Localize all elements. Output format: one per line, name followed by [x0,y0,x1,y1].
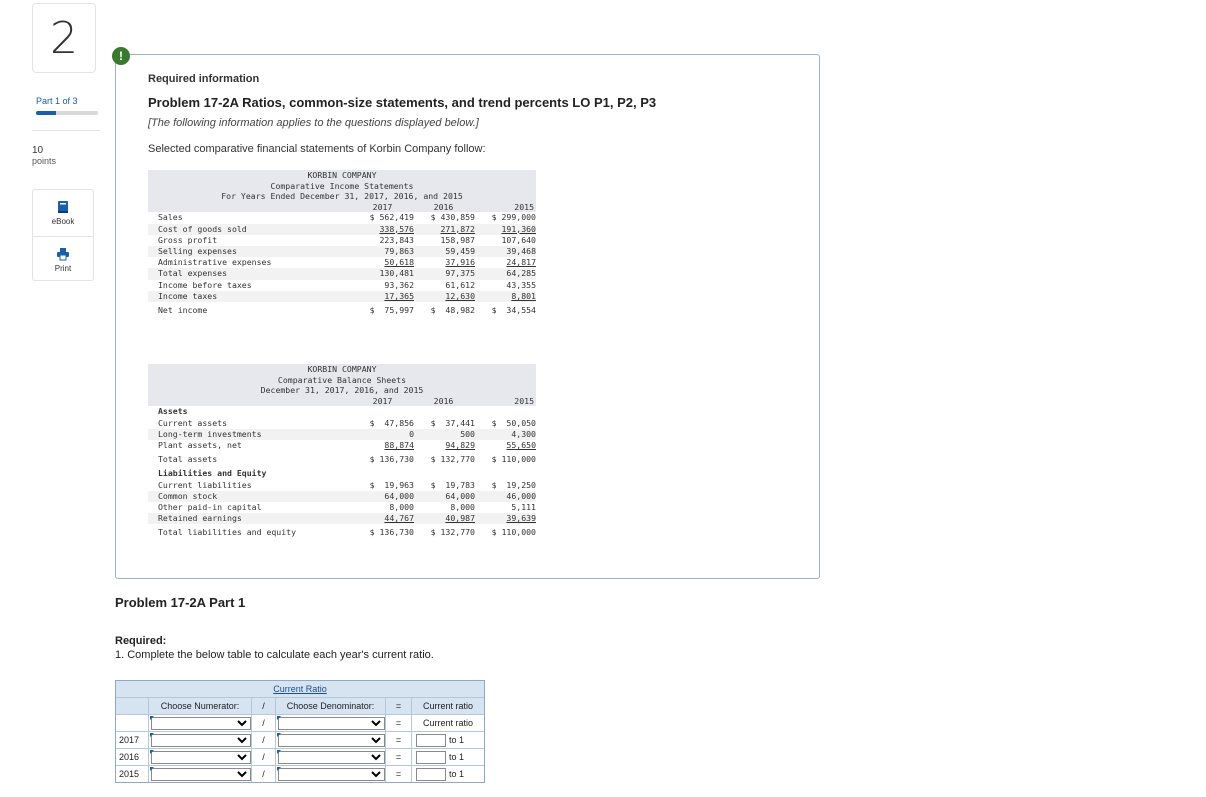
print-icon [56,247,70,261]
row-value: 24,817 [506,257,536,268]
income-statement-title: Comparative Income Statements [148,181,536,192]
row-value: 130,481 [379,268,414,279]
statement-row [148,257,536,268]
numerator-select-2015[interactable] [151,768,251,781]
row-label: Long-term investments [158,428,262,439]
equals-symbol: = [386,732,412,748]
liabilities-heading: Liabilities and Equity [158,468,267,479]
row-value: $ 34,554 [491,304,536,315]
denominator-header: Choose Denominator: [276,698,386,714]
row-value: 338,576 [379,223,414,234]
problem-intro: Selected comparative financial statements of Korbin Company follow: [148,143,486,155]
dropdown-marker-icon [150,750,154,754]
row-label: Total assets [158,454,218,465]
row-value: 37,916 [445,257,475,268]
year-header: 2015 [514,395,534,406]
row-value: $ 19,250 [491,479,536,490]
row-label: Retained earnings [158,513,242,524]
denominator-select-2015[interactable] [278,768,385,781]
row-label: Cost of goods sold [158,223,247,234]
equals-symbol: = [386,749,412,765]
row-value: 64,000 [384,490,414,501]
question-number: 2 [32,3,96,73]
row-value: $ 19,783 [430,479,475,490]
row-value: 8,000 [389,501,414,512]
ratio-input-2015[interactable] [416,768,446,781]
row-label: Gross profit [158,234,218,245]
row-label: Plant assets, net [158,439,242,450]
row-value: $ 132,770 [430,454,475,465]
row-value: 17,365 [384,290,414,301]
row-value: $ 50,050 [491,417,536,428]
balance-sheet-company: KORBIN COMPANY [148,364,536,375]
row-label: Net income [158,304,208,315]
row-value: $ 430,859 [430,212,475,223]
balance-sheet-year-header [148,396,536,407]
row-label: Common stock [158,490,218,501]
equals-symbol: = [386,766,412,782]
statement-row [148,291,536,302]
ratio-year: 2016 [116,749,149,765]
balance-sheet-period: December 31, 2017, 2016, and 2015 [148,385,536,396]
statement-row [148,305,536,316]
row-value: $ 562,419 [369,212,414,223]
year-header: 2017 [372,395,393,406]
required-label: Required: [115,635,167,647]
ratio-row-2015 [116,765,484,782]
row-label: Selling expenses [158,245,237,256]
slash-symbol: / [252,732,276,748]
dropdown-marker-icon [277,733,281,737]
row-value: 50,618 [384,257,414,268]
ratio-input-2017[interactable] [416,734,446,747]
dropdown-marker-icon [277,750,281,754]
dropdown-marker-icon [277,767,281,771]
numerator-header: Choose Numerator: [149,698,252,714]
numerator-select-2016[interactable] [151,751,251,764]
assets-heading: Assets [158,406,188,417]
equals-symbol: = [386,715,412,731]
row-label: Current liabilities [158,479,252,490]
row-label: Administrative expenses [158,257,272,268]
row-value: 40,987 [445,513,475,524]
row-value: $ 110,000 [491,527,536,538]
statement-row [148,224,536,235]
row-value: 4,300 [511,428,536,439]
row-value: 79,863 [384,245,414,256]
row-value: 61,612 [445,279,475,290]
row-value: $ 132,770 [430,527,475,538]
problem-title: Problem 17-2A Ratios, common-size statements, and trend percents LO P1, P2, P3 [148,95,657,110]
statement-row [148,480,536,491]
row-value: 158,987 [440,234,475,245]
rail-divider [32,130,100,131]
row-label: Income taxes [158,290,218,301]
tools-panel [32,189,94,281]
ebook-icon [56,200,70,214]
required-information-label: Required information [148,73,260,85]
ratio-input-2016[interactable] [416,751,446,764]
row-value: 46,000 [506,490,536,501]
row-value: 191,360 [501,223,536,234]
alert-icon: ! [112,47,130,65]
section-heading [148,406,536,417]
row-value: 500 [460,428,475,439]
income-statement-company: KORBIN COMPANY [148,170,536,181]
row-value: 5,111 [511,501,536,512]
ratio-year: 2017 [116,732,149,748]
year-header: 2016 [433,395,454,406]
row-label: Income before taxes [158,279,252,290]
row-value: 12,630 [445,290,475,301]
numerator-label-select[interactable] [151,717,251,730]
to-one-label: to 1 [449,735,465,745]
statement-row [148,235,536,246]
result-subheader: Current ratio [422,718,474,728]
row-value: 59,459 [445,245,475,256]
statement-row [148,212,536,223]
equals-symbol: = [386,698,412,714]
points-label: points [32,156,57,166]
statement-row [148,246,536,257]
part-progress-bar [36,111,98,115]
row-value: 0 [409,428,414,439]
statement-row [148,418,536,429]
statement-row [148,280,536,291]
row-value: $ 47,856 [369,417,414,428]
row-value: 39,468 [506,245,536,256]
row-label: Total expenses [158,268,228,279]
row-value: $ 19,963 [369,479,414,490]
row-value: 88,874 [384,439,414,450]
ratio-table-title: Current Ratio [116,681,484,697]
to-one-label: to 1 [449,752,465,762]
row-value: 8,801 [511,290,536,301]
balance-sheet-title: Comparative Balance Sheets [148,375,536,386]
current-ratio-table [115,680,485,783]
part-indicator: Part 1 of 3 [36,96,78,106]
row-value: 107,640 [501,234,536,245]
to-one-label: to 1 [449,769,465,779]
income-statement-period: For Years Ended December 31, 2017, 2016, and 2015 [148,191,536,202]
statement-row [148,429,536,440]
ratio-year: 2015 [116,766,149,782]
row-label: Total liabilities and equity [158,527,297,538]
part1-title: Problem 17-2A Part 1 [115,595,246,610]
income-statement [148,170,536,316]
row-label: Other paid-in capital [158,501,262,512]
ratio-header-row [116,697,484,714]
slash-symbol: / [252,766,276,782]
row-label: Sales [158,212,183,223]
row-value: 64,285 [506,268,536,279]
required-instruction: 1. Complete the below table to calculate each year's current ratio. [115,649,434,661]
statement-row [148,454,536,465]
slash-symbol: / [252,715,276,731]
ratio-row-2017 [116,731,484,748]
row-value: 55,650 [506,439,536,450]
row-value: $ 110,000 [491,454,536,465]
points-value: 10 [32,145,44,156]
problem-note: [The following information applies to the questions displayed below.] [148,117,479,129]
denominator-select-2017[interactable] [278,734,385,747]
part-progress-fill [36,111,56,115]
ebook-label: eBook [51,217,75,226]
statement-row [148,440,536,451]
statement-row [148,268,536,279]
section-heading [148,468,536,479]
year-header: 2015 [514,201,534,212]
numerator-select-2017[interactable] [151,734,251,747]
statement-row [148,502,536,513]
balance-sheet [148,364,536,538]
row-value: 64,000 [445,490,475,501]
row-value: 43,355 [506,279,536,290]
row-value: $ 37,441 [430,417,475,428]
row-value: $ 299,000 [491,212,536,223]
dropdown-marker-icon [150,716,154,720]
row-value: 271,872 [440,223,475,234]
row-value: $ 136,730 [369,527,414,538]
row-value: $ 75,997 [369,304,414,315]
ratio-subheader-row [116,714,484,731]
row-value: 223,843 [379,234,414,245]
row-value: 44,767 [384,513,414,524]
print-button[interactable] [33,236,93,282]
slash-symbol: / [252,749,276,765]
ebook-button[interactable] [33,190,93,236]
row-value: 93,362 [384,279,414,290]
print-label: Print [54,263,72,273]
row-value: 97,375 [445,268,475,279]
dropdown-marker-icon [277,716,281,720]
denominator-label-select[interactable] [278,717,385,730]
income-statement-year-header [148,202,536,213]
dropdown-marker-icon [150,733,154,737]
statement-row [148,527,536,538]
year-header: 2017 [372,201,393,212]
row-value: 94,829 [445,439,475,450]
row-value: $ 48,982 [430,304,475,315]
row-value: 39,639 [506,513,536,524]
slash-symbol: / [252,698,276,714]
row-label: Current assets [158,417,228,428]
row-value: $ 136,730 [369,454,414,465]
ratio-row-2016 [116,748,484,765]
denominator-select-2016[interactable] [278,751,385,764]
dropdown-marker-icon [150,767,154,771]
result-header: Current ratio [422,701,474,711]
row-value: 8,000 [450,501,475,512]
statement-row [148,513,536,524]
year-header: 2016 [433,201,454,212]
statement-row [148,491,536,502]
